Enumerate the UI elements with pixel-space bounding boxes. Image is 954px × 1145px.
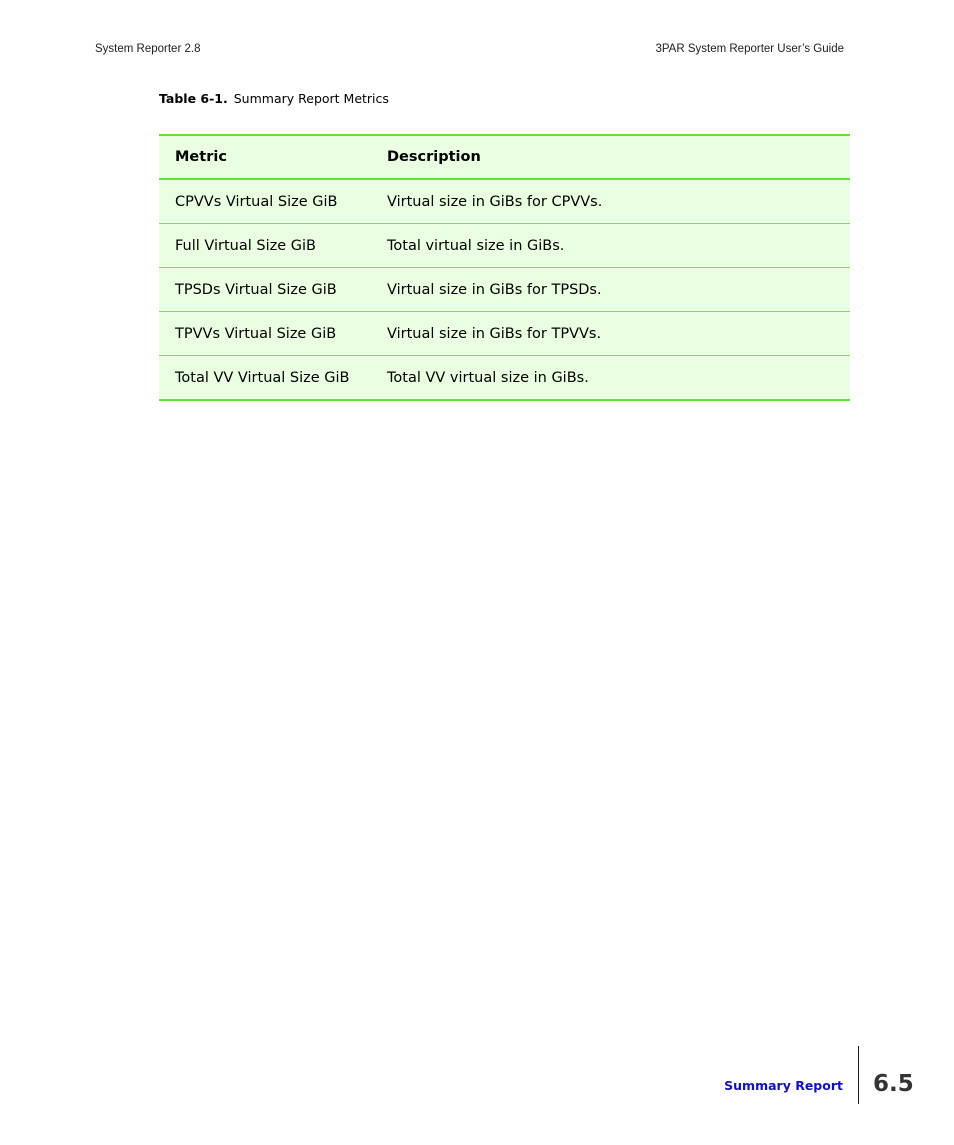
page-number: 6.5 <box>873 1071 914 1097</box>
table-caption <box>159 91 389 106</box>
description-cell: Total VV virtual size in GiBs. <box>387 369 589 386</box>
table-row <box>159 312 850 356</box>
description-cell: Virtual size in GiBs for TPVVs. <box>387 325 602 342</box>
table-row <box>159 268 850 312</box>
metric-cell: TPSDs Virtual Size GiB <box>175 281 337 298</box>
footer-section-link[interactable]: Summary Report <box>724 1078 843 1093</box>
column-header-metric: Metric <box>175 149 227 165</box>
metric-cell: TPVVs Virtual Size GiB <box>175 325 337 342</box>
metric-cell: Full Virtual Size GiB <box>175 237 316 254</box>
footer-divider <box>858 1046 859 1104</box>
summary-metrics-table <box>159 134 850 401</box>
metric-cell: CPVVs Virtual Size GiB <box>175 193 338 210</box>
table-row <box>159 224 850 268</box>
table-header-row <box>159 135 850 179</box>
metric-cell: Total VV Virtual Size GiB <box>175 369 350 386</box>
running-header-left: System Reporter 2.8 <box>95 43 201 55</box>
description-cell: Virtual size in GiBs for TPSDs. <box>387 281 602 298</box>
description-cell: Virtual size in GiBs for CPVVs. <box>387 193 603 210</box>
table-caption-label: Table 6-1. <box>159 91 228 106</box>
description-cell: Total virtual size in GiBs. <box>387 237 565 254</box>
table-row <box>159 356 850 401</box>
table-row <box>159 179 850 224</box>
running-header-right: 3PAR System Reporter User’s Guide <box>655 43 844 55</box>
table-caption-title: Summary Report Metrics <box>233 91 389 106</box>
column-header-description: Description <box>387 149 481 165</box>
